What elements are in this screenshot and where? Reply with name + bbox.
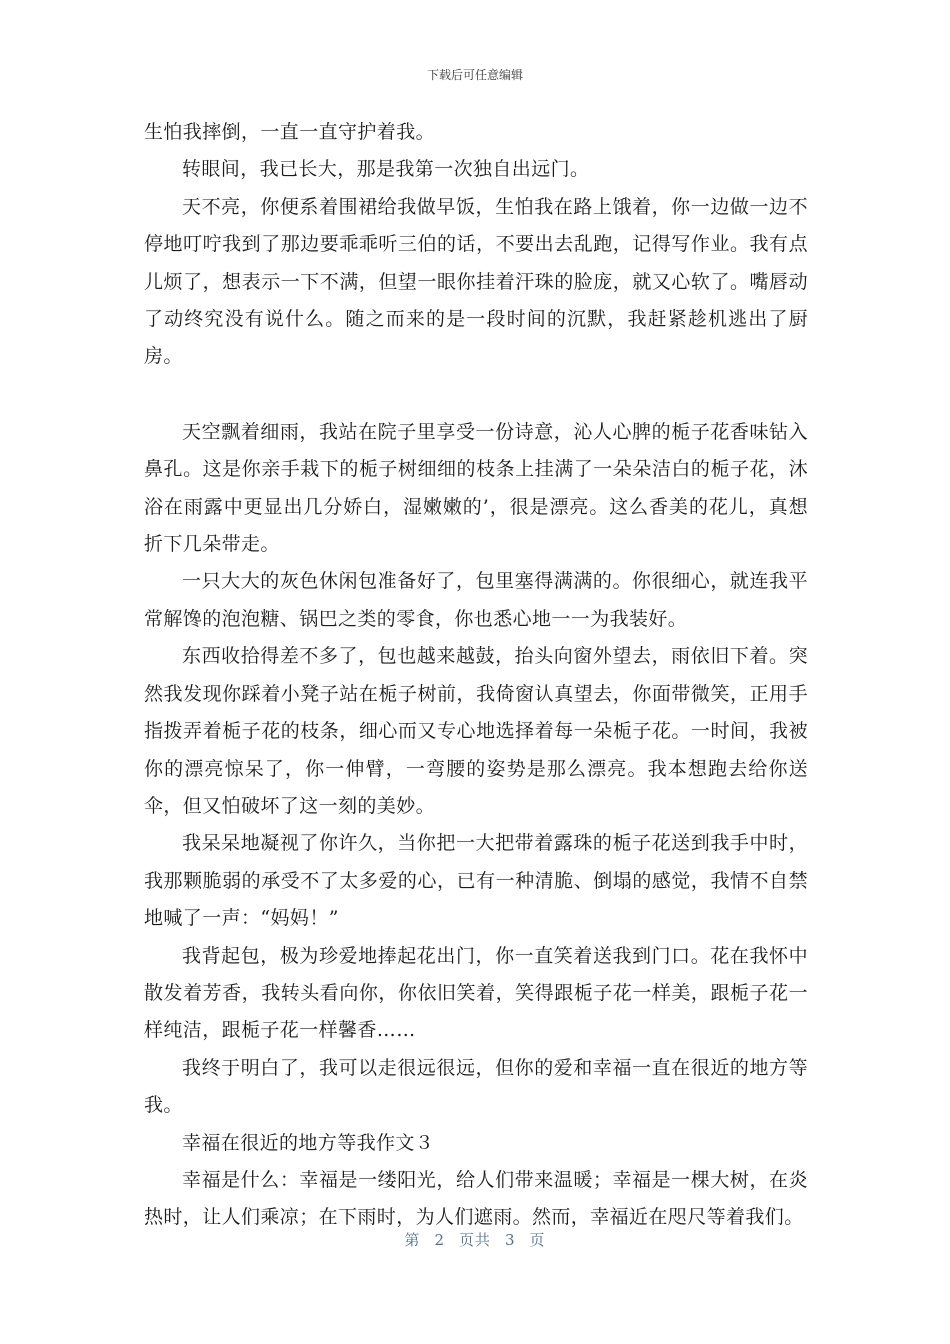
- paragraph: 幸福是什么：幸福是一缕阳光，给人们带来温暖；幸福是一棵大树，在炎热时，让人们乘凉；在下雨时，为人们遮雨。然而，幸福近在咫尺等着我们。: [144, 1168, 808, 1229]
- paragraph: 我背起包，极为珍爱地捧起花出门，你一直笑着送我到门口。花在我怀中散发着芳香，我转头看向你，你依旧笑着，笑得跟栀子花一样美，跟栀子花一样纯洁，跟栀子花一样馨香……: [144, 944, 808, 1042]
- footer-word-total: 页共: [458, 1231, 491, 1249]
- page-footer: [0, 1229, 950, 1250]
- footer-word-page: 第: [404, 1231, 421, 1249]
- paragraph: 生怕我摔倒，一直一直守护着我。: [144, 121, 436, 143]
- paragraph: 东西收拾得差不多了，包也越来越鼓，抬头向窗外望去，雨依旧下着。突然我发现你踩着小凳子站在栀子树前，我倚窗认真望去，你面带微笑，正用手指拨弄着栀子花的枝条，细心而又专心地选择着每一朵栀子花。一时间，我被你的漂亮惊呆了，你一伸臂，一弯腰的姿势是那么漂亮。我本想跑去给你送伞，但又怕破坏了这一刻的美妙。: [144, 645, 808, 817]
- paragraph: 我终于明白了，我可以走很远很远，但你的爱和幸福一直在很近的地方等我。: [144, 1056, 808, 1117]
- paragraph: 天空飘着细雨，我站在院子里享受一份诗意，沁人心脾的栀子花香味钻入鼻孔。这是你亲手栽下的栀子树细细的枝条上挂满了一朵朵洁白的栀子花，沐浴在雨露中更显出几分娇白，湿嫩嫩的’，很是漂亮。这么香美的花儿，真想折下几朵带走。: [144, 420, 808, 556]
- section-heading: 幸福在很近的地方等我作文３: [182, 1131, 435, 1154]
- paragraph: 我呆呆地凝视了你许久，当你把一大把带着露珠的栀子花送到我手中时，我那颗脆弱的承受不了太多爱的心，已有一种清脆、倒塌的感觉，我情不自禁地喊了一声：“妈妈！”: [144, 832, 808, 930]
- paragraph: 一只大大的灰色休闲包准备好了，包里塞得满满的。你很细心，就连我平常解馋的泡泡糖、锅巴之类的零食，你也悉心地一一为我装好。: [144, 570, 808, 630]
- paragraph: 转眼间，我已长大，那是我第一次独自出远门。: [182, 158, 590, 181]
- page-header-note: 下载后可任意编辑: [426, 68, 523, 82]
- paragraph: 天不亮，你便系着围裙给我做早饭，生怕我在路上饿着，你一边做一边不停地叮咛我到了那边要乖乖听三伯的话，不要出去乱跑，记得写作业。我有点儿烦了，想表示一下不满，但望一眼你挂着汗珠的脸庞，就又心软了。嘴唇动了动终究没有说什么。随之而来的是一段时间的沉默，我赶紧趁机逃出了厨房。: [144, 195, 808, 368]
- footer-total-pages: 3: [505, 1231, 516, 1249]
- document-body: [144, 114, 808, 1237]
- footer-word-end: 页: [529, 1231, 546, 1249]
- footer-current-page: 2: [434, 1231, 445, 1249]
